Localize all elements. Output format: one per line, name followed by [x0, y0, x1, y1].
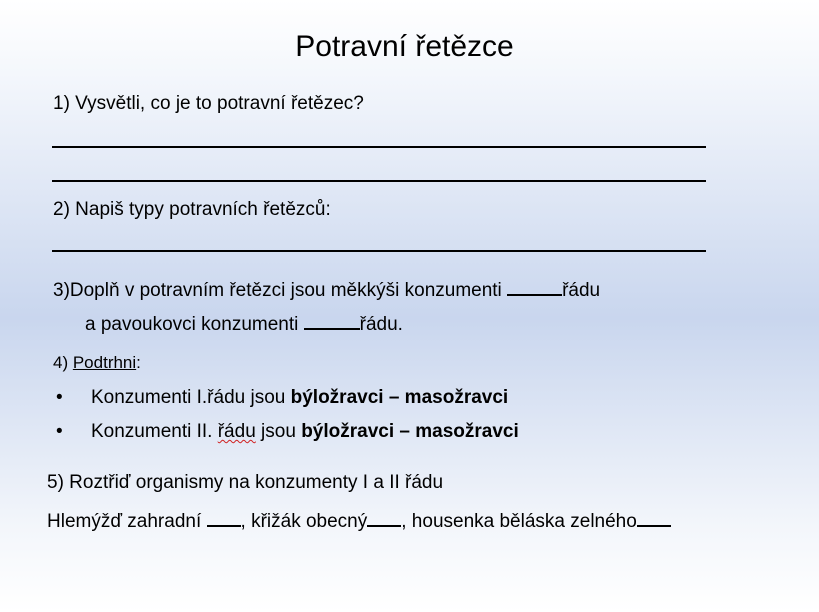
question-3-line-1: [53, 276, 600, 302]
question-5-organisms: [47, 507, 671, 533]
question-4-label: [53, 353, 141, 373]
blank-spider: [367, 507, 401, 527]
list-item-text: Konzumenti I.řádu jsou: [91, 387, 291, 408]
list-item-text: jsou: [255, 421, 302, 442]
answer-line-1b: [52, 180, 706, 182]
organism-snail: Hlemýžď zahradní: [47, 511, 207, 533]
list-item: [91, 421, 519, 443]
organism-spider: , křižák obecný: [240, 511, 368, 533]
bullet-1: •: [56, 387, 63, 408]
list-item-spellcheck-word: řádu: [217, 421, 256, 442]
list-item-bold-options: býložravci – masožravci: [301, 421, 519, 442]
question-3-line-2: [85, 310, 403, 336]
question-5: 5) Roztřiď organismy na konzumenty I a II řádu: [47, 472, 444, 493]
blank-spiders-order: [304, 310, 360, 330]
page-title: Potravní řetězce: [295, 30, 514, 63]
blank-snail: [207, 507, 241, 527]
blank-caterpillar: [637, 507, 671, 527]
question-3-text-d: řádu.: [359, 314, 403, 336]
question-4-colon: :: [136, 353, 141, 372]
question-3-text-b: řádu: [562, 280, 601, 302]
bullet-2: •: [56, 421, 63, 442]
answer-line-1a: [52, 146, 706, 148]
list-item-text: Konzumenti II.: [91, 421, 218, 442]
list-item: [91, 387, 508, 409]
question-4-prefix: 4): [53, 353, 73, 372]
organism-caterpillar: , housenka běláska zelného: [401, 511, 637, 533]
answer-line-2: [52, 250, 706, 252]
list-item-bold-options: býložravci – masožravci: [290, 387, 509, 408]
question-3-text-c: a pavoukovci konzumenti: [85, 314, 304, 336]
question-2: 2) Napiš typy potravních řetězců:: [53, 199, 331, 220]
question-4-underlined-word: Podtrhni: [72, 353, 137, 372]
question-3-text-a: 3)Doplň v potravním řetězci jsou měkkýši konzumenti: [53, 280, 508, 302]
blank-molluscs-order: [507, 276, 562, 296]
question-1: 1) Vysvětli, co je to potravní řetězec?: [53, 93, 364, 114]
